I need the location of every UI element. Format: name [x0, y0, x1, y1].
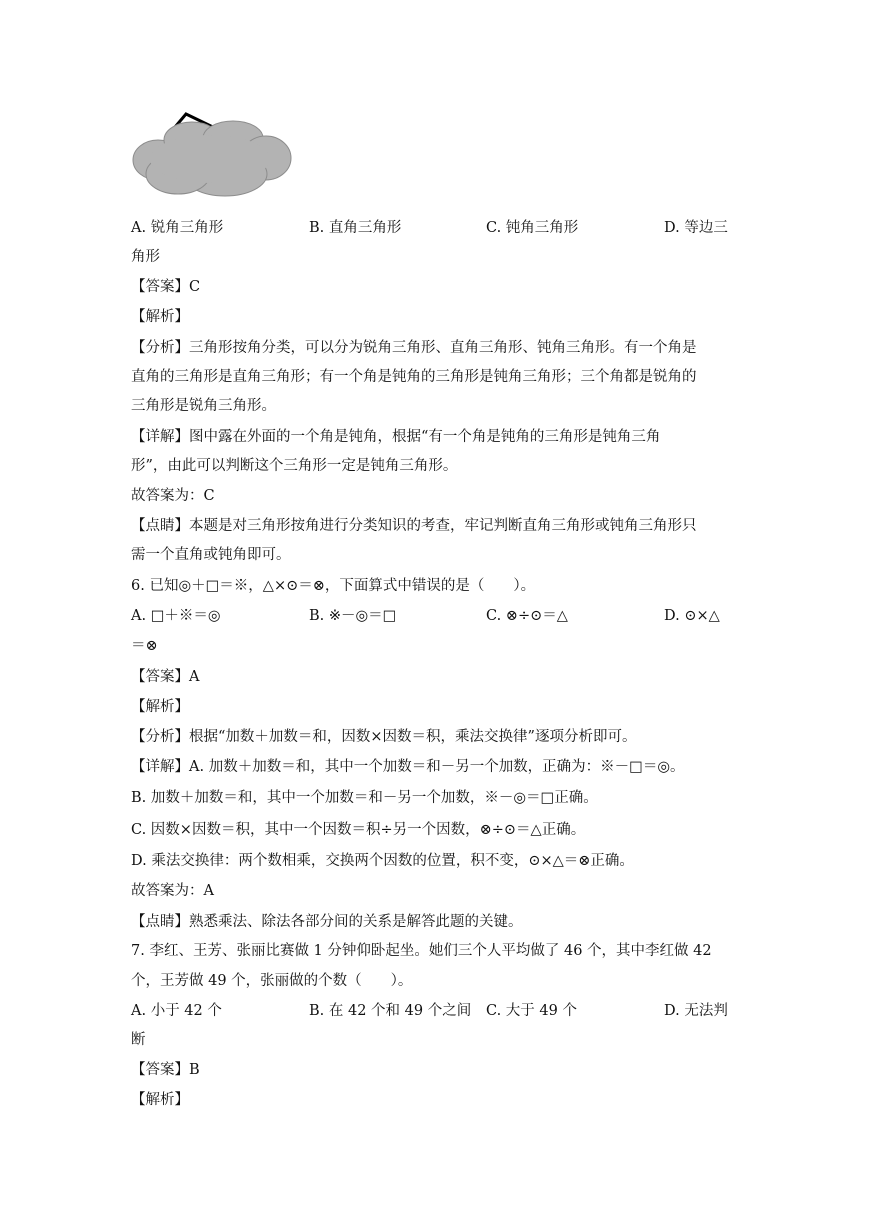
q6-stem: 6. 已知◎＋□＝※，△×⊙＝⊗，下面算式中错误的是（ ）。 [131, 578, 536, 594]
q6-option-a: A. □＋※＝◎ [131, 608, 221, 624]
q6-detail-b: B. 加数＋加数＝和，其中一个加数＝和－另一个加数，※－◎＝□正确。 [131, 790, 598, 806]
q5-xiangjie-line-2: 形”，由此可以判断这个三角形一定是钝角三角形。 [131, 458, 458, 474]
q5-fenxi-line-3: 三角形是锐角三角形。 [131, 398, 276, 414]
q6-option-b: B. ※－◎＝□ [309, 608, 397, 624]
q6-option-c: C. ⊗÷⊙＝△ [486, 608, 568, 624]
q5-dianjing-line-2: 需一个直角或钝角即可。 [131, 547, 291, 563]
q6-option-d: D. ⊙×△ [664, 608, 720, 624]
q6-answer: 【答案】A [131, 669, 200, 685]
q5-option-d: D. 等边三 [664, 220, 728, 236]
q6-dianjing: 【点睛】熟悉乘法、除法各部分间的关系是解答此题的关键。 [131, 914, 523, 930]
q5-option-a: A. 锐角三角形 [131, 220, 224, 236]
q7-stem-line-2: 个，王芳做 49 个，张丽做的个数（ ）。 [131, 973, 413, 989]
q5-conclusion: 故答案为：C [131, 488, 215, 504]
q7-answer: 【答案】B [131, 1062, 200, 1078]
q5-fenxi-line-1: 【分析】三角形按角分类，可以分为锐角三角形、直角三角形、钝角三角形。有一个角是 [131, 340, 697, 356]
q5-fenxi-line-2: 直角的三角形是直角三角形；有一个角是钝角的三角形是钝角三角形；三个角都是锐角的 [131, 369, 697, 385]
q7-jiexi: 【解析】 [131, 1092, 189, 1108]
q7-option-c: C. 大于 49 个 [486, 1003, 577, 1019]
q6-detail-d: D. 乘法交换律：两个数相乘，交换两个因数的位置，积不变，⊙×△＝⊗正确。 [131, 853, 634, 869]
q7-option-b: B. 在 42 个和 49 个之间 [309, 1003, 472, 1019]
q5-option-d-wrap: 角形 [131, 249, 160, 265]
q6-jiexi: 【解析】 [131, 699, 189, 715]
q5-option-b: B. 直角三角形 [309, 220, 402, 236]
q5-xiangjie-line-1: 【详解】图中露在外面的一个角是钝角，根据“有一个角是钝角的三角形是钝角三角 [131, 429, 661, 445]
q7-option-d: D. 无法判 [664, 1003, 728, 1019]
q7-option-d-wrap: 断 [131, 1032, 146, 1048]
q7-stem-line-1: 7. 李红、王芳、张丽比赛做 1 分钟仰卧起坐。她们三个人平均做了 46 个，其中李红做 42 [131, 943, 712, 959]
q6-detail-a: 【详解】A. 加数＋加数＝和，其中一个加数＝和－另一个加数，正确为：※－□＝◎。 [131, 759, 685, 775]
cloud-triangle-figure [130, 104, 295, 200]
q6-detail-c: C. 因数×因数＝积，其中一个因数＝积÷另一个因数，⊗÷⊙＝△正确。 [131, 822, 586, 838]
q5-jiexi: 【解析】 [131, 309, 189, 325]
q5-dianjing-line-1: 【点睛】本题是对三角形按角进行分类知识的考查，牢记判断直角三角形或钝角三角形只 [131, 518, 697, 534]
q7-option-a: A. 小于 42 个 [131, 1003, 222, 1019]
q6-option-d-wrap: ＝⊗ [131, 638, 158, 654]
q5-answer: 【答案】C [131, 279, 201, 295]
q5-option-c: C. 钝角三角形 [486, 220, 579, 236]
q6-fenxi: 【分析】根据“加数＋加数＝和，因数×因数＝积，乘法交换律”逐项分析即可。 [131, 729, 637, 745]
q6-conclusion: 故答案为：A [131, 883, 214, 899]
